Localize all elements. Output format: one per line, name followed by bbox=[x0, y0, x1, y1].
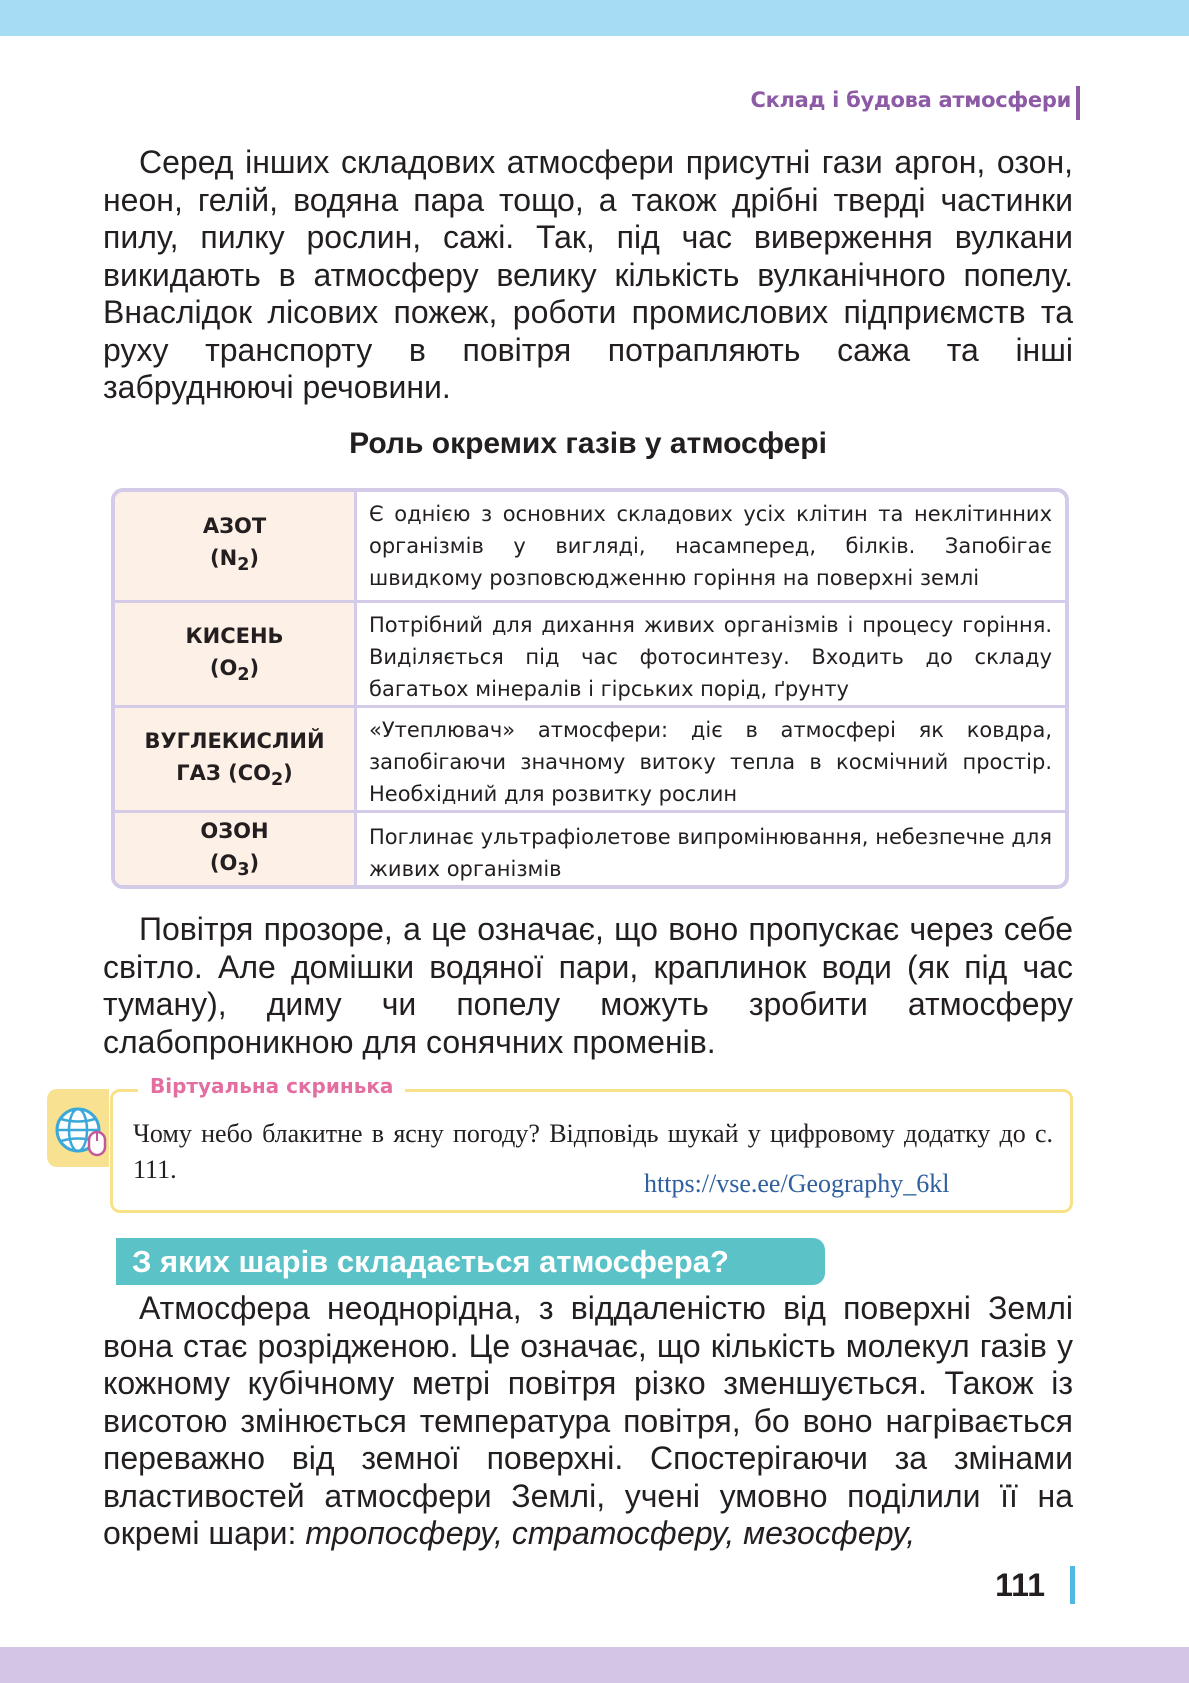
gas-description: Поглинає ультрафіолетове випромінювання, небезпечне для живих організмів bbox=[369, 825, 1052, 881]
gas-formula: ГАЗ $(CO_2)$ bbox=[176, 760, 293, 791]
virtual-box-label: Віртуальна скринька bbox=[138, 1074, 405, 1098]
gas-name: ОЗОН bbox=[200, 818, 269, 843]
digital-supplement-link[interactable]: https://vse.ee/Geography_6kl bbox=[644, 1169, 950, 1198]
page-number-bar bbox=[1070, 1566, 1075, 1604]
gas-name-cell bbox=[115, 603, 357, 708]
gas-name-cell bbox=[115, 492, 357, 600]
gas-roles-table bbox=[111, 488, 1069, 889]
layers-italic: тропосферу, стратосферу, мезосферу, bbox=[305, 1515, 916, 1551]
top-color-band bbox=[0, 0, 1189, 36]
gas-formula: $(O_3)$ bbox=[209, 850, 260, 881]
table-row bbox=[115, 600, 1065, 708]
table-row bbox=[115, 492, 1065, 600]
table-title: Роль окремих газів у атмосфері bbox=[349, 427, 827, 460]
gas-description: Потрібний для дихання живих організмів і процесу горіння. Виділяється під час фотосинтезу. Входить до складу багатьох мінералів і гірських порід, ґрунту bbox=[369, 613, 1052, 701]
gas-name: КИСЕНЬ bbox=[185, 623, 284, 648]
bottom-color-band bbox=[0, 1647, 1189, 1683]
table-row bbox=[115, 810, 1065, 888]
gas-name: АЗОТ bbox=[202, 514, 267, 539]
section-heading: З яких шарів складається атмосфера? bbox=[116, 1238, 825, 1285]
gas-description: Є однією з основних складових усіх клітин та неклітинних організмів у вигляді, насамперед, білків. Запобігає швидкому розповсюдженню горіння на поверхні землі bbox=[369, 502, 1052, 590]
gas-name: ВУГЛЕКИСЛИЙ bbox=[144, 728, 325, 753]
gas-description: «Утеплювач» атмосфери: діє в атмосфері як ковдра, запобігаючи значному витоку тепла в космічний простір. Необхідний для розвитку рослин bbox=[369, 718, 1052, 806]
running-title: Склад і будова атмосфери bbox=[750, 88, 1071, 112]
paragraph-atmosphere-layers: Атмосфера неоднорідна, з віддаленістю від поверхні Землі вона стає розрідженою. Це означає, що кількість молекул газів у кожному кубічному метрі повітря різко зменшується. Також із висотою змінюється температура повітря, бо воно нагрівається переважно від земної поверхні. Спостерігаючи за змінами властивостей атмосфери Землі, учені умовно поділили її на окремі шари: тропосферу, стратосферу, мезосферу, bbox=[103, 1290, 1073, 1551]
paragraph-atmosphere-components: Серед інших складових атмосфери присутні гази аргон, озон, неон, гелій, водяна пара тощо, а також дрібні тверді частинки пилу, пилку рослин, сажі. Так, під час виверження вулкани викидають в атмосферу велику кількість вулканічного попелу. Внаслідок лісових пожеж, роботи промислових підприємств та руху транспорту в повітря потрапляють сажа та інші забруднюючі речовини. bbox=[103, 144, 1073, 405]
gas-name-cell bbox=[115, 813, 357, 888]
virtual-box-text: Чому небо блакитне в ясну погоду? Відповідь шукай у цифровому додатку до с. 111. bbox=[133, 1119, 1053, 1184]
paragraph-air-transparency: Повітря прозоре, а це означає, що воно пропускає через себе світло. Але домішки водяної пари, краплинок води (як під час туману), диму чи попелу можуть зробити атмосферу слабопроникною для сонячних променів. bbox=[103, 911, 1073, 1060]
table-row bbox=[115, 705, 1065, 813]
globe-mouse-icon bbox=[54, 1102, 110, 1158]
gas-name-cell bbox=[115, 708, 357, 813]
gas-formula: $(O_2)$ bbox=[209, 655, 260, 686]
running-title-bar bbox=[1076, 86, 1080, 120]
page-number: 111 bbox=[995, 1567, 1045, 1603]
gas-formula: $(N_2)$ bbox=[210, 546, 259, 576]
